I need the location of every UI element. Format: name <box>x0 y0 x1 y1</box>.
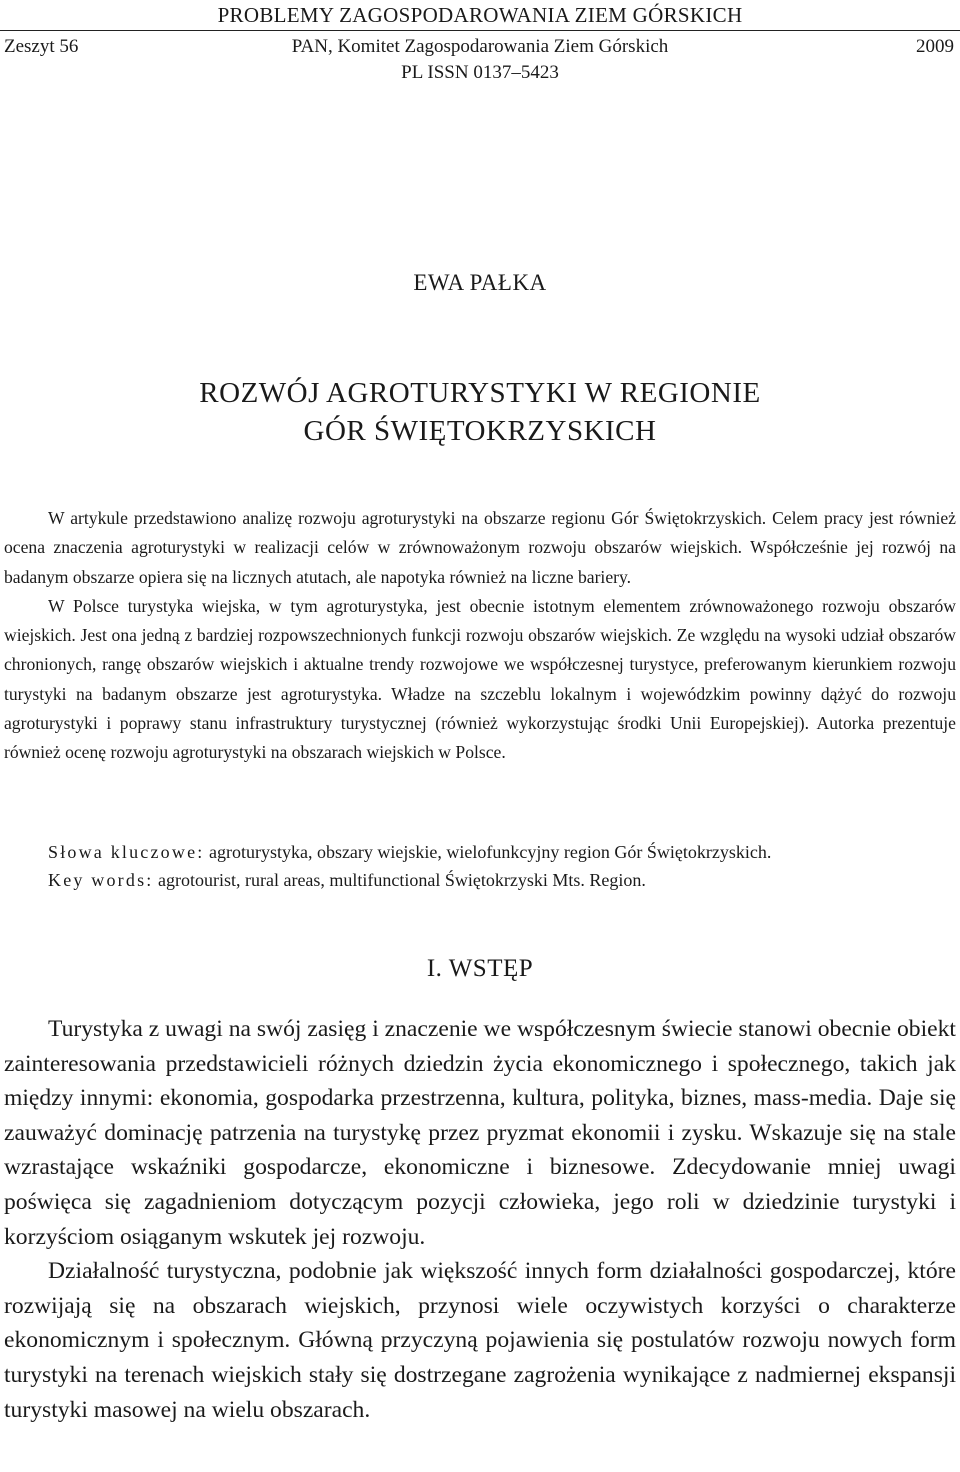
article-title <box>0 374 960 450</box>
header-rule <box>0 30 960 31</box>
keywords-english <box>48 866 956 894</box>
keywords-polish <box>48 838 956 866</box>
abstract-paragraph: W artykule przedstawiono analizę rozwoju agroturystyki na obszarze regionu Gór Świętokrzyskich. Celem pracy jest również ocena znaczenia agroturystyki w realizacji celów w zrównoważonym rozwoju obszarów wiejskich. Współcześnie jej rozwój na badanym obszarze opiera się na licznych atutach, ale napotyka również na liczne bariery. <box>4 508 956 587</box>
keywords-english-text: agrotourist, rural areas, multifunctional Świętokrzyski Mts. Region. <box>153 870 646 890</box>
keywords <box>48 838 956 894</box>
body-paragraph: Działalność turystyczna, podobnie jak większość innych form działalności gospodarczej, które rozwijają się na obszarach wiejskich, przynosi wiele oczywistych korzyści o charakterze ekonomicznym i społecznym. Główną przyczyną pojawienia się postulatów rozwoju nowych form turystyki na terenach wiejskich stały się dostrzegane zagrożenia wynikające z nadmiernej ekspansji turystyki masowej na wielu obszarach. <box>4 1258 956 1423</box>
article-title-line: GÓR ŚWIĘTOKRZYSKICH <box>303 415 657 447</box>
keywords-english-label: Key words: <box>48 870 154 890</box>
abstract <box>4 504 956 768</box>
issue-number: Zeszyt 56 <box>4 36 79 57</box>
article-title-line: ROZWÓJ AGROTURYSTYKI W REGIONIE <box>199 377 761 409</box>
journal-series-title: PROBLEMY ZAGOSPODAROWANIA ZIEM GÓRSKICH <box>217 3 743 27</box>
keywords-polish-text: agroturystyka, obszary wiejskie, wielofunkcyjny region Gór Świętokrzyskich. <box>204 842 772 862</box>
section-body <box>4 1012 956 1427</box>
publication-year: 2009 <box>916 36 954 57</box>
journal-header-row <box>0 33 960 61</box>
article-author: EWA PAŁKA <box>413 270 547 295</box>
keywords-polish-label: Słowa kluczowe: <box>48 842 205 862</box>
section-heading: I. WSTĘP <box>426 955 534 982</box>
publisher: PAN, Komitet Zagospodarowania Ziem Górskich <box>291 36 669 57</box>
issn: PL ISSN 0137–5423 <box>401 62 559 83</box>
abstract-paragraph: W Polsce turystyka wiejska, w tym agroturystyka, jest obecnie istotnym elementem zrównoważonego rozwoju obszarów wiejskich. Jest ona jedną z bardziej rozpowszechnionych funkcji rozwoju obszarów wiejskich. Ze względu na wysoki udział obszarów chronionych, rangę obszarów wiejskich i aktualne trendy rozwojowe we współczesnej turystyce, preferowanym kierunkiem rozwoju turystyki na badanym obszarze jest agroturystyka. Władze na szczeblu lokalnym i wojewódzkim powinny dążyć do rozwoju agroturystyki i poprawy stanu infrastruktury turystycznej (również wykorzystując środki Unii Europejskiej). Autorka prezentuje również ocenę rozwoju agroturystyki na obszarach wiejskich w Polsce. <box>4 595 956 763</box>
body-paragraph: Turystyka z uwagi na swój zasięg i znaczenie we współczesnym świecie stanowi obecnie obiekt zainteresowania przedstawicieli różnych dziedzin życia ekonomicznego i społecznego, takich jak między innymi: ekonomia, gospodarka przestrzenna, kultura, polityka, biznes, mass-media. Daje się zauważyć dominację patrzenia na turystykę przez pryzmat ekonomii i zysku. Wskazuje się na stale wzrastające wskaźniki gospodarcze, ekonomiczne i biznesowe. Zdecydowanie mniej uwagi poświęca się zagadnieniom dotyczącym pozycji człowieka, jego roli w dziedzinie turystyki i korzyściom osiąganym wskutek jej rozwoju. <box>4 1016 956 1250</box>
